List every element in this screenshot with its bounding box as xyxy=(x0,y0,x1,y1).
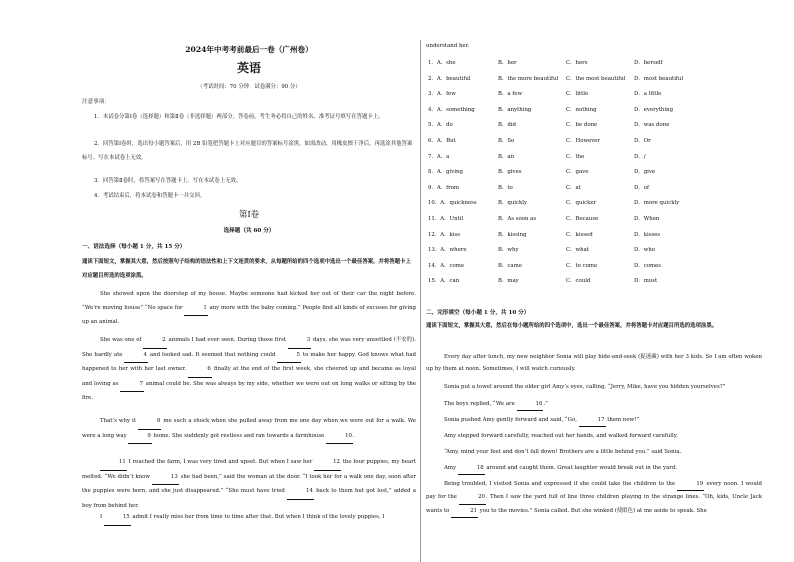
option-c: C．at xyxy=(566,184,581,191)
blank-8: 8 xyxy=(138,415,161,430)
section-subtitle: 选择题（共 60 分） xyxy=(223,228,275,234)
option-a: 4．A．something xyxy=(428,106,475,113)
paragraph-text: She showed upon the doorstep of my house. Maybe someone had kicked her out of their car the night before. “We’re moving house” “No space for xyxy=(82,291,416,311)
option-b: B．came xyxy=(498,262,522,269)
passage1-paragraph xyxy=(82,511,416,526)
option-c: C．quicker xyxy=(566,200,597,207)
paragraph-text: animal could be. She was always by my side, whether we were out on long walks or sitting by the fire. xyxy=(82,380,417,402)
paragraph-text: Amy stepped forward carefully, reached out her hands, and walked forward carefully. xyxy=(444,433,678,439)
option-c: C．nothing xyxy=(566,106,597,113)
option-d: D．kisses xyxy=(634,231,661,238)
option-b: B．quickly xyxy=(498,200,528,207)
paragraph-text: them now!” xyxy=(605,417,640,423)
blank-21: 21 xyxy=(451,505,478,518)
part2-heading: 二、完形填空（每小题 1 分，共 10 分） xyxy=(426,310,530,316)
paragraph-text: back to them but got lost,” added a boy from behind her. xyxy=(82,488,416,509)
blank-3: 3 xyxy=(288,334,311,349)
option-b: B．her xyxy=(498,60,517,66)
option-d: D．a little xyxy=(634,91,662,98)
passage2-paragraph xyxy=(426,478,762,518)
paragraph-text: Every day after lunch, my new neighbor Sonia will play hide-and-seek (捉迷藏) with her 3 kids. So I am often woken up by them at noon. Sometimes, I will watch curiously. xyxy=(426,354,762,373)
blank-4: 4 xyxy=(124,349,147,364)
blank-19: 19 xyxy=(677,478,704,491)
option-a: 8．A．giving xyxy=(428,169,463,176)
option-b: B．anything xyxy=(498,106,532,113)
paragraph-text: the four puppies, my heart melted. “We didn’t know xyxy=(82,459,416,480)
paragraph-text: . xyxy=(352,432,355,439)
paragraph-text: . Then I saw the yard full of line three children playing in the strange lines. “Oh, kids, Uncle Jack wants to xyxy=(426,494,763,514)
option-d: D．was done xyxy=(634,122,670,129)
paragraph-text: Amy xyxy=(444,465,458,471)
option-c: C．what xyxy=(566,247,589,254)
option-row xyxy=(426,105,762,114)
option-row xyxy=(426,74,762,83)
option-b: B．did xyxy=(498,122,516,129)
option-row xyxy=(426,214,762,223)
option-b: B．So xyxy=(498,138,515,144)
passage2-paragraph xyxy=(426,462,762,475)
option-c: C．the xyxy=(566,153,585,160)
option-a: 14．A．come xyxy=(428,262,465,269)
option-b: B．As soon as xyxy=(498,216,537,222)
blank-6: 6 xyxy=(188,363,211,378)
option-a: 1．A．she xyxy=(428,60,456,66)
exam-title: 2024年中考考前最后一卷（广州卷） xyxy=(185,45,313,54)
option-c: C．be done xyxy=(566,122,598,129)
option-a: 10．A．quickness xyxy=(428,200,477,207)
option-row xyxy=(426,198,762,207)
option-a: 7．A．a xyxy=(428,153,450,160)
option-d: D．When xyxy=(634,216,660,222)
option-a: 9．A．from xyxy=(428,184,460,191)
option-d: D．Or xyxy=(634,138,651,144)
option-b: B．may xyxy=(498,278,519,285)
paragraph-text: finally at the end of the first week, she cheered up and became as loyal and loving as xyxy=(82,366,416,387)
option-d: D．most beautiful xyxy=(634,75,684,82)
paragraph-text: and looked sad. It seemed that nothing could xyxy=(147,351,278,358)
option-row xyxy=(426,89,762,98)
option-a: 11．A．Until xyxy=(428,216,464,222)
column-divider xyxy=(420,40,421,562)
notice-item-4: 4．考试结束后，将本试卷和答题卡一并交回。 xyxy=(94,193,206,199)
notice-label: 注意事项： xyxy=(82,99,110,105)
passage2-paragraph xyxy=(426,446,762,458)
blank-5: 5 xyxy=(277,349,300,364)
paragraph-text: days, she was very unsettled (不安的). She hardly ate xyxy=(82,337,417,358)
blank-18: 18 xyxy=(458,462,485,475)
paragraph-text: me such a shock when she pulled away from me one day when we were out for a walk. We were a long way xyxy=(82,418,416,439)
option-a: 15．A．can xyxy=(428,278,460,285)
option-row xyxy=(426,167,762,176)
blank-10: 10 xyxy=(326,430,353,445)
passage1-paragraph xyxy=(82,334,416,406)
paragraph-text: She was one of xyxy=(100,337,144,343)
passage1-paragraph xyxy=(82,456,416,513)
paragraph-text: any more with the baby coming.” People find all kinds of excuses for giving up an animal. xyxy=(82,304,416,326)
paragraph-text: That’s why it xyxy=(100,418,138,424)
notice-item-3: 3．回答第Ⅱ卷时，将答案写在答题卡上。写在本试卷上无效。 xyxy=(94,178,242,184)
section-title: 第Ⅰ卷 xyxy=(238,210,260,220)
option-b: B．a few xyxy=(498,91,523,98)
option-b: B．gives xyxy=(498,169,522,176)
option-row xyxy=(426,245,762,254)
option-d: D．herself xyxy=(634,60,663,66)
paragraph-text: Sonia pushed Amy gently forward and said, “Go, xyxy=(444,417,579,423)
option-d: D．everything xyxy=(634,106,674,113)
passage1-paragraph xyxy=(82,288,416,330)
exam-meta: （考试时间：70 分钟 试卷满分：90 分） xyxy=(197,84,301,90)
option-row xyxy=(426,152,762,161)
option-b: B．an xyxy=(498,153,515,160)
option-d: D．give xyxy=(634,169,656,176)
passage2-paragraph xyxy=(426,414,762,427)
option-d: D．/ xyxy=(634,153,646,160)
option-a: 5．A．do xyxy=(428,122,453,129)
paragraph-text: she had been,” said the woman at the door. “I took her for a walk one day, soon after the puppies were born, and she just disappeared.” “She must have tried xyxy=(82,473,416,495)
subject-title: 英语 xyxy=(236,61,261,75)
blank-17: 17 xyxy=(579,414,606,427)
option-c: C．little xyxy=(566,91,589,98)
notice-item-1: 1．本试卷分第Ⅰ卷（选择题）和第Ⅱ卷（非选择题）两部分。答卷前，考生务必将自己的姓名、准考证号填写在答题卡上。 xyxy=(94,114,384,120)
blank-7: 7 xyxy=(120,378,143,393)
blank-1: 1 xyxy=(184,302,207,317)
passage2-paragraph xyxy=(426,381,762,393)
option-c: C．kissed xyxy=(566,231,593,238)
paragraph-text: I reached the farm, I was very tired and upset. But when I saw her xyxy=(126,459,315,465)
option-row xyxy=(426,120,762,129)
option-c: C．gave xyxy=(566,169,589,176)
passage1-paragraph xyxy=(82,415,416,444)
option-a: 13．A．where xyxy=(428,247,467,254)
option-row xyxy=(426,136,762,145)
option-a: 3．A．few xyxy=(428,91,456,98)
paragraph-text: around and caught them. Great laughter would break out in the yard. xyxy=(484,465,678,471)
option-row xyxy=(426,261,762,270)
option-d: D．more quickly xyxy=(634,200,680,207)
option-d: D．must xyxy=(634,278,658,285)
option-d: D．of xyxy=(634,184,649,191)
option-row xyxy=(426,276,762,285)
paragraph-text: you to the movies.” Sonia called. But she winked (使眼色) at me aside to speak. She xyxy=(477,507,707,514)
option-c: C．Because xyxy=(566,216,599,222)
option-b: B．the more beautiful xyxy=(498,75,559,82)
option-row xyxy=(426,183,762,192)
paragraph-text: .” xyxy=(543,401,548,407)
paragraph-text: to make her happy. God knows what had happened to her with her last owner. xyxy=(82,351,416,373)
option-b: B．why xyxy=(498,247,519,254)
paragraph-text: Sonia put a towel around the older girl Amy’s eyes, calling, “Jerry, Mike, have you hidden yourselves?” xyxy=(444,384,726,390)
paragraph-text: animals I had ever seen. During those first xyxy=(166,337,288,343)
option-c: C．to come xyxy=(566,262,598,269)
option-a: 6．A．But xyxy=(428,138,456,144)
option-c: C．the most beautiful xyxy=(566,75,626,82)
part1-directions: 通读下面短文，掌握其大意，然后按照句子结构的语法性和上下文连贯的要求，从每题所给的四个选项中选出一个最佳答案，并将答题卡上对应题目所选的选项涂黑。 xyxy=(82,259,411,279)
paragraph-text: “Amy, mind your feet and don’t fall down! Brothers are a little behind you.” said Sonia. xyxy=(444,449,682,455)
notice-item-2: 2．回答第Ⅰ卷时，选出每小题答案后，用 2B 铅笔把答题卡上对应题目的答案标号涂黑。如需改动，用橡皮擦干净后，再选涂其他答案标号。写在本试卷上无效。 xyxy=(82,141,413,161)
blank-9: 9 xyxy=(128,430,151,445)
option-b: B．to xyxy=(498,184,513,191)
option-a: 2．A．beautiful xyxy=(428,75,471,82)
option-row xyxy=(426,230,762,239)
blank-15: 15 xyxy=(104,511,131,526)
blank-12: 12 xyxy=(314,456,341,471)
passage2-paragraph xyxy=(426,351,762,376)
paragraph-text: home. She suddenly got restless and ran towards a farmhouse xyxy=(151,432,327,439)
option-c: C．However xyxy=(566,138,601,144)
blank-11: 11 xyxy=(100,456,127,471)
blank-16: 16 xyxy=(517,398,544,411)
blank-2: 2 xyxy=(143,334,166,349)
part1-heading: 一、语法选择（每小题 1 分，共 15 分） xyxy=(82,244,186,250)
paragraph-text: The boys replied, “We are xyxy=(444,401,517,407)
paragraph-text: I xyxy=(100,514,104,520)
option-row xyxy=(426,58,762,67)
option-d: D．who xyxy=(634,247,656,254)
blank-14: 14 xyxy=(287,485,314,500)
part2-directions: 通读下面短文，掌握其大意，然后在每小题所给的四个选项中，选出一个最佳答案，并将答题卡对应题目所选的选项涂黑。 xyxy=(426,323,718,329)
option-c: C．could xyxy=(566,278,591,285)
blank-20: 20 xyxy=(459,491,486,504)
passage2-paragraph xyxy=(426,398,762,411)
passage2-paragraph xyxy=(426,430,762,442)
blank-13: 13 xyxy=(152,471,179,486)
passage1-continuation: understand her. xyxy=(426,43,470,49)
option-d: D．comes xyxy=(634,262,662,269)
option-c: C．hers xyxy=(566,60,588,66)
option-b: B．kissing xyxy=(498,231,527,238)
paragraph-text: admit I really miss her from time to time after that. But when I think of the lovely puppies, I xyxy=(130,514,385,520)
paragraph-text: Being troubled, I visited Sonia and expressed if she could take the children to the xyxy=(444,481,678,487)
paragraph-text: every noon. I would pay for the xyxy=(426,481,763,501)
option-a: 12．A．kiss xyxy=(428,231,461,238)
